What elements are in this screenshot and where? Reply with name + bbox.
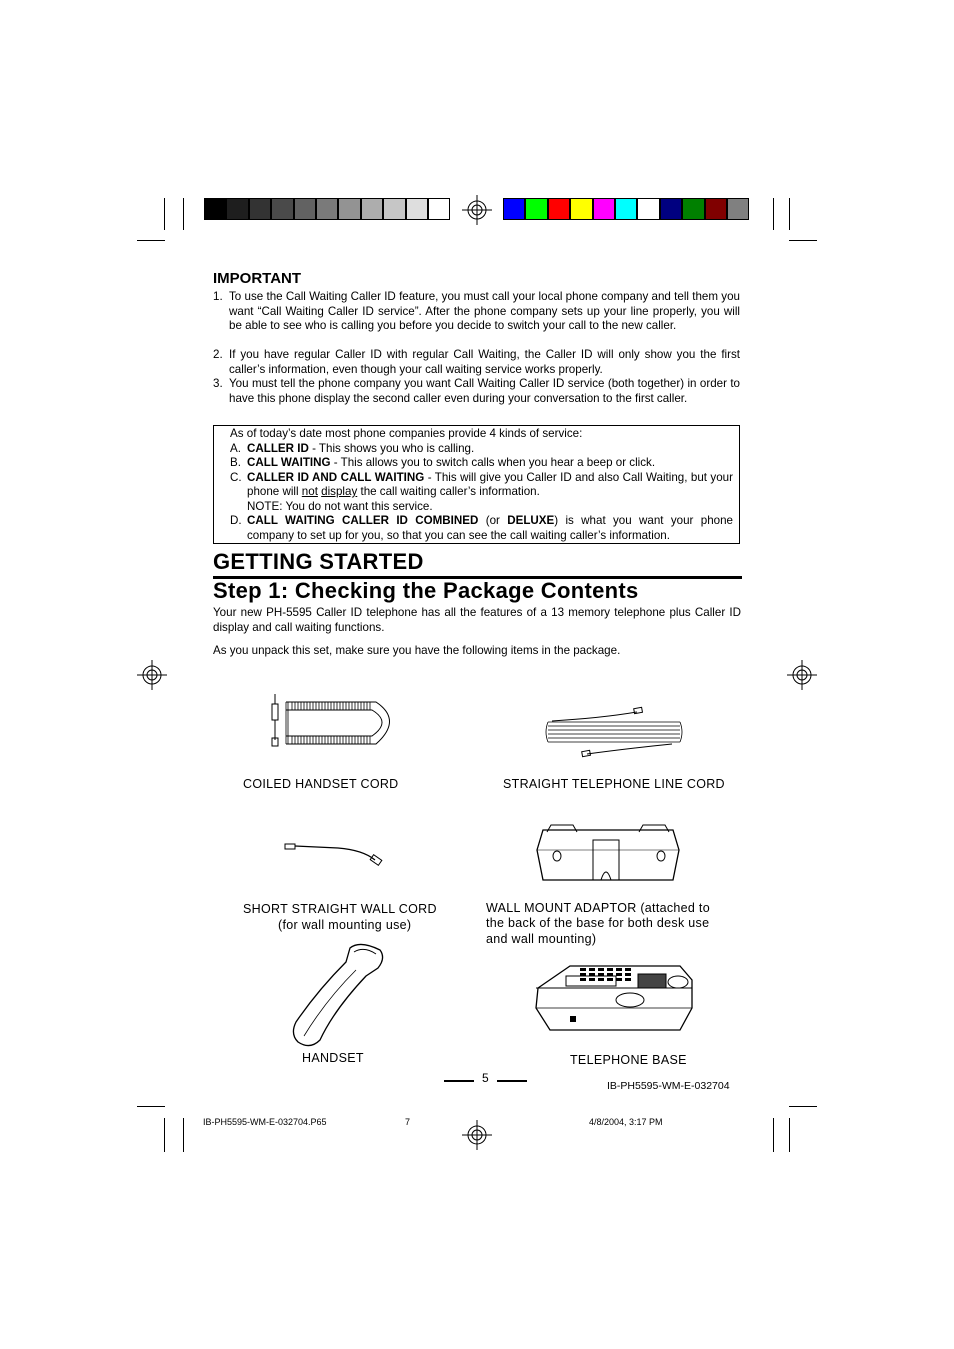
page-number-rule-left [444, 1080, 474, 1082]
color-swatch [383, 198, 405, 220]
color-swatch [204, 198, 226, 220]
color-swatch [525, 198, 547, 220]
color-swatch [316, 198, 338, 220]
caption-wall-mount-3: and wall mounting) [486, 932, 597, 946]
color-swatch [226, 198, 248, 220]
service-desc: - This allows you to switch calls when you hear a beep or click. [330, 456, 656, 469]
important-item-1 [213, 290, 740, 334]
color-swatch [406, 198, 428, 220]
footer-file: IB-PH5595-WM-E-032704.P65 [203, 1117, 327, 1127]
short-wall-cord-illustration [283, 836, 387, 870]
color-swatch [570, 198, 592, 220]
service-types-box [213, 425, 740, 544]
caption-handset: HANDSET [302, 1051, 364, 1065]
wall-mount-adaptor-illustration [533, 820, 683, 890]
item-number: 1. [213, 290, 223, 303]
intro-paragraph: Your new PH-5595 Caller ID telephone has all the features of a 13 memory telephone plus Caller ID display and call waiting functions. [213, 606, 741, 634]
color-swatch [593, 198, 615, 220]
service-letter: D. [230, 514, 242, 527]
caption-base: TELEPHONE BASE [570, 1053, 687, 1067]
service-a [230, 442, 733, 457]
item-text: To use the Call Waiting Caller ID feature, you must call your local phone company and tell them you want “Call Waiting Caller ID service”. After the phone company sets up your line properly, you will be able to see who is calling you before you decide to switch your call to the new caller. [229, 290, 740, 332]
service-letter: C. [230, 470, 242, 484]
doc-code: IB-PH5595-WM-E-032704 [607, 1080, 730, 1092]
service-d [230, 514, 733, 543]
important-heading: IMPORTANT [213, 270, 302, 287]
footer-date: 4/8/2004, 3:17 PM [589, 1117, 663, 1127]
handset-illustration [290, 940, 390, 1050]
caption-coiled-cord: COILED HANDSET CORD [243, 777, 399, 791]
service-b [230, 456, 733, 471]
color-swatch [727, 198, 749, 220]
item-number: 3. [213, 377, 223, 390]
service-label: CALL WAITING CALLER ID COMBINED [247, 514, 479, 527]
straight-line-cord-illustration [542, 704, 687, 764]
service-label: CALLER ID AND CALL WAITING [247, 470, 425, 484]
item-text: If you have regular Caller ID with regular Call Waiting, the Caller ID will only show you the first caller’s information, even though your call waiting service works properly. [229, 348, 740, 376]
service-intro: As of today’s date most phone companies provide 4 kinds of service: [230, 427, 583, 440]
footer-sheet: 7 [405, 1117, 411, 1127]
registration-target-icon [137, 660, 167, 690]
service-note: NOTE: You do not want this service. [247, 499, 433, 513]
unpack-paragraph: As you unpack this set, make sure you have the following items in the package. [213, 644, 621, 657]
service-desc: - This will give you Caller ID and also Call Waiting, but your phone will [247, 470, 733, 498]
color-swatch [705, 198, 727, 220]
color-swatch [660, 198, 682, 220]
item-text: You must tell the phone company you want Call Waiting Caller ID service (both together) in order to have this phone display the second caller even during your conversation to the first caller. [229, 377, 740, 405]
important-item-2 [213, 348, 740, 377]
service-desc: (or [478, 514, 508, 527]
color-swatch [503, 198, 525, 220]
caption-wall-mount-1: WALL MOUNT ADAPTOR (attached to [486, 901, 710, 915]
service-desc: the call waiting caller’s information. [357, 485, 540, 498]
color-swatch [428, 198, 450, 220]
color-swatch [682, 198, 704, 220]
underlined-word: display [321, 485, 358, 498]
color-swatch [548, 198, 570, 220]
underlined-word: not [301, 485, 318, 498]
color-swatch [271, 198, 293, 220]
telephone-base-illustration [530, 958, 698, 1038]
coiled-cord-illustration [268, 690, 408, 755]
caption-wall-cord: SHORT STRAIGHT WALL CORD [243, 902, 437, 916]
service-letter: B. [230, 456, 241, 469]
page-number: 5 [482, 1071, 489, 1085]
color-swatch [637, 198, 659, 220]
service-desc: - This shows you who is calling. [308, 441, 475, 455]
service-label: CALLER ID [247, 441, 309, 455]
step-title: Step 1: Checking the Package Contents [213, 578, 639, 603]
section-title: GETTING STARTED [213, 549, 424, 574]
service-desc: ) is what you want your phone company to set up for you, so that you can see the call waiting caller’s information. [247, 514, 733, 542]
service-label: CALL WAITING [247, 456, 331, 469]
caption-line-cord: STRAIGHT TELEPHONE LINE CORD [503, 777, 725, 791]
service-label: DELUXE [507, 514, 555, 527]
caption-wall-mount-2: the back of the base for both desk use [486, 916, 710, 930]
color-swatch [249, 198, 271, 220]
color-swatch [294, 198, 316, 220]
color-swatch [338, 198, 360, 220]
important-item-3 [213, 377, 740, 406]
service-c [230, 471, 733, 515]
service-letter: A. [230, 441, 241, 455]
registration-target-icon [462, 195, 492, 225]
page-number-rule-right [497, 1080, 527, 1082]
item-number: 2. [213, 348, 223, 361]
color-swatch [615, 198, 637, 220]
color-swatch [361, 198, 383, 220]
registration-target-icon [462, 1120, 492, 1150]
caption-wall-cord-sub: (for wall mounting use) [278, 918, 412, 932]
registration-target-icon [787, 660, 817, 690]
